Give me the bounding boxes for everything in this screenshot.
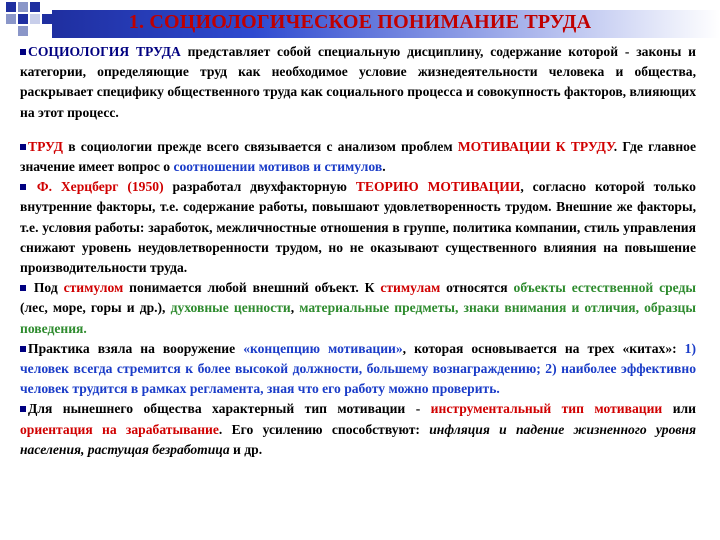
modern-text-3: . Его усилению способствуют: <box>218 421 430 437</box>
stimulus-text-2: понимается любой внешний объект. К <box>123 280 381 296</box>
practice-text: Практика взяла на вооружение <box>28 340 244 356</box>
paragraph-labor <box>20 137 696 177</box>
author-herzberg: Ф. Херцберг (1950) <box>36 179 164 195</box>
paragraph-herzberg <box>20 177 696 278</box>
stimulus-text-4: (лес, море, горы и др.), <box>20 300 171 316</box>
spiritual-highlight: духовные ценности <box>170 300 291 316</box>
paragraph-practice <box>20 339 696 400</box>
stimulus-highlight: стимулом <box>63 280 124 296</box>
stimulus-text-5: , <box>290 300 300 316</box>
term-labor: ТРУД <box>28 138 63 154</box>
bullet-icon <box>20 346 26 352</box>
practice-text-2: , которая основывается на трех «китах»: <box>402 340 685 356</box>
material-highlight: материальные предметы, знаки внимания и отличия, образцы поведения. <box>20 300 696 336</box>
stimuli-highlight: стимулам <box>380 280 441 296</box>
stimulus-text-3: относятся <box>440 280 514 296</box>
environment-highlight: объекты естественной среды <box>513 280 697 296</box>
modern-text: Для нынешнего общества характерный тип мотивации - <box>28 401 431 417</box>
modern-text-4: и др. <box>229 441 263 457</box>
factors-italic: инфляция и падение жизненного уровня населения, растущая безработица <box>20 421 696 457</box>
motivation-highlight: МОТИВАЦИИ К ТРУДУ <box>457 138 614 154</box>
instrumental-highlight: инструментальный тип мотивации <box>430 401 663 417</box>
stimulus-text: Под <box>33 280 64 296</box>
bullet-icon <box>20 184 26 190</box>
bullet-icon <box>20 285 26 291</box>
orientation-highlight: ориентация на зарабатывание <box>20 421 219 437</box>
bullet-icon <box>20 144 26 150</box>
term-sociology: СОЦИОЛОГИЯ ТРУДА <box>28 44 181 59</box>
theory-highlight: ТЕОРИЮ МОТИВАЦИИ <box>355 179 521 195</box>
paragraph-sociology <box>20 42 696 123</box>
concept-highlight: «концепцию мотивации» <box>243 340 403 356</box>
herzberg-text: разработал двухфакторную <box>163 179 356 195</box>
page-title: 1. СОЦИОЛОГИЧЕСКОЕ ПОНИМАНИЕ ТРУДА <box>128 11 592 33</box>
whales-highlight: 1) человек всегда стремится к более высокой должности, большему вознаграждению; 2) наиболее эффективно человек трудится в рамках регламента, зная что его работу можно проверить. <box>20 340 696 397</box>
herzberg-text-2: , согласно которой только внутренние факторы, т.е. содержание работы, повышают удовлетворенность трудом. Внешние же факторы, т.е. условия работы: заработок, межличностные отношения в группе, политика компании, стиль управления снижают уровень неудовлетворенности трудом, но не оказывают существенного влияния на повышение производительности труда. <box>20 179 696 276</box>
ratio-highlight: соотношении мотивов и стимулов <box>173 159 383 175</box>
bullet-icon <box>20 49 26 55</box>
paragraph-stimulus <box>20 278 696 339</box>
paragraph-modern <box>20 399 696 460</box>
modern-text-2: или <box>662 401 696 417</box>
slide-body <box>20 42 696 460</box>
labor-text-2: . Где главное значение имеет вопрос о <box>20 138 696 175</box>
bullet-icon <box>20 406 26 412</box>
sociology-text: представляет собой специальную дисциплину, содержание которой - законы и категории, определяющие труд как необходимое условие жизнедеятельности человека и общества, раскрывает специфику общественного труда как социального процесса и совокупность факторов, влияющих на этот процесс. <box>20 44 696 120</box>
labor-text: в социологии прежде всего связывается с анализом проблем <box>63 138 458 154</box>
labor-text-3: . <box>382 159 386 175</box>
